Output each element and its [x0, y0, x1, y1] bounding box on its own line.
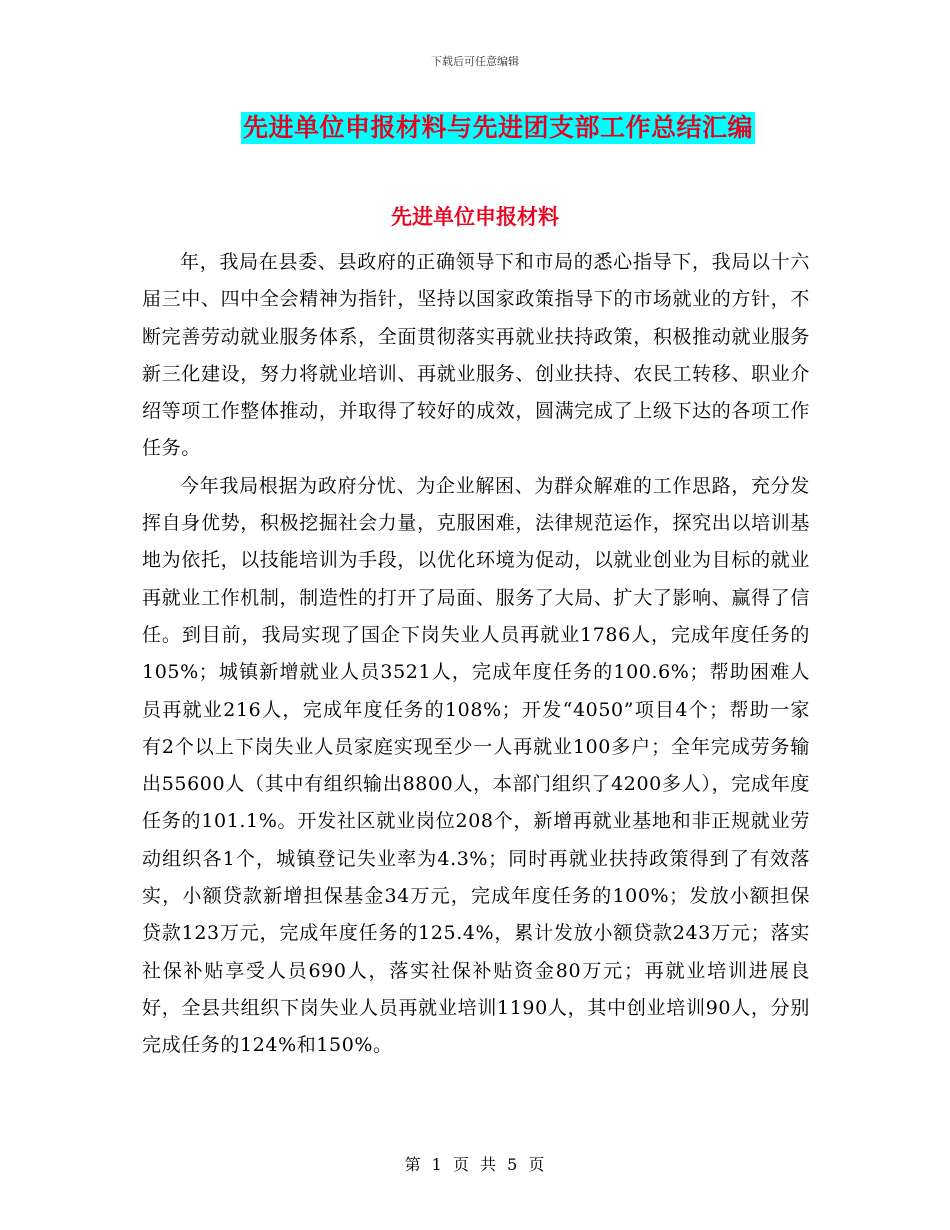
- header-note: 下载后可任意编辑: [431, 55, 519, 68]
- paragraph-2: 今年我局根据为政府分忧、为企业解困、为群众解难的工作思路，充分发挥自身优势，积极挖掘社会力量，克服困难，法律规范运作，探究出以培训基地为依托，以技能培训为手段，以优化环境为促动，以就业创业为目标的就业再就业工作机制，制造性的打开了局面、服务了大局、扩大了影响、赢得了信任。到目前，我局实现了国企下岗失业人员再就业1786人，完成年度任务的105%；城镇新增就业人员3521人，完成年度任务的100.6%；帮助困难人员再就业216人，完成年度任务的108%；开发“4050”项目4个；帮助一家有2个以上下岗失业人员家庭实现至少一人再就业100多户；全年完成劳务输出55600人（其中有组织输出8800人，本部门组织了4200多人），完成年度任务的101.1%。开发社区就业岗位208个，新增再就业基地和非正规就业劳动组织各1个，城镇登记失业率为4.3%；同时再就业扶持政策得到了有效落实，小额贷款新增担保基金34万元，完成年度任务的100%；发放小额担保贷款123万元，完成年度任务的125.4%，累计发放小额贷款243万元；落实社保补贴享受人员690人，落实社保补贴资金80万元；再就业培训进展良好，全县共组织下岗失业人员再就业培训1190人，其中创业培训90人，分别完成任务的124%和150%。: [142, 474, 810, 1057]
- page-number-footer: 第 1 页 共 5 页: [404, 1155, 546, 1174]
- document-body: [142, 244, 810, 1065]
- main-title: 先进单位申报材料与先进团支部工作总结汇编: [242, 113, 753, 142]
- paragraph-1: 年，我局在县委、县政府的正确领导下和市局的悉心指导下，我局以十六届三中、四中全会精神为指针，坚持以国家政策指导下的市场就业的方针，不断完善劳动就业服务体系，全面贯彻落实再就业扶持政策，积极推动就业服务新三化建设，努力将就业培训、再就业服务、创业扶持、农民工转移、职业介绍等项工作整体推动，并取得了较好的成效，圆满完成了上级下达的各项工作任务。: [142, 251, 810, 460]
- main-title-container: [0, 112, 950, 144]
- section-title: 先进单位申报材料: [391, 205, 559, 229]
